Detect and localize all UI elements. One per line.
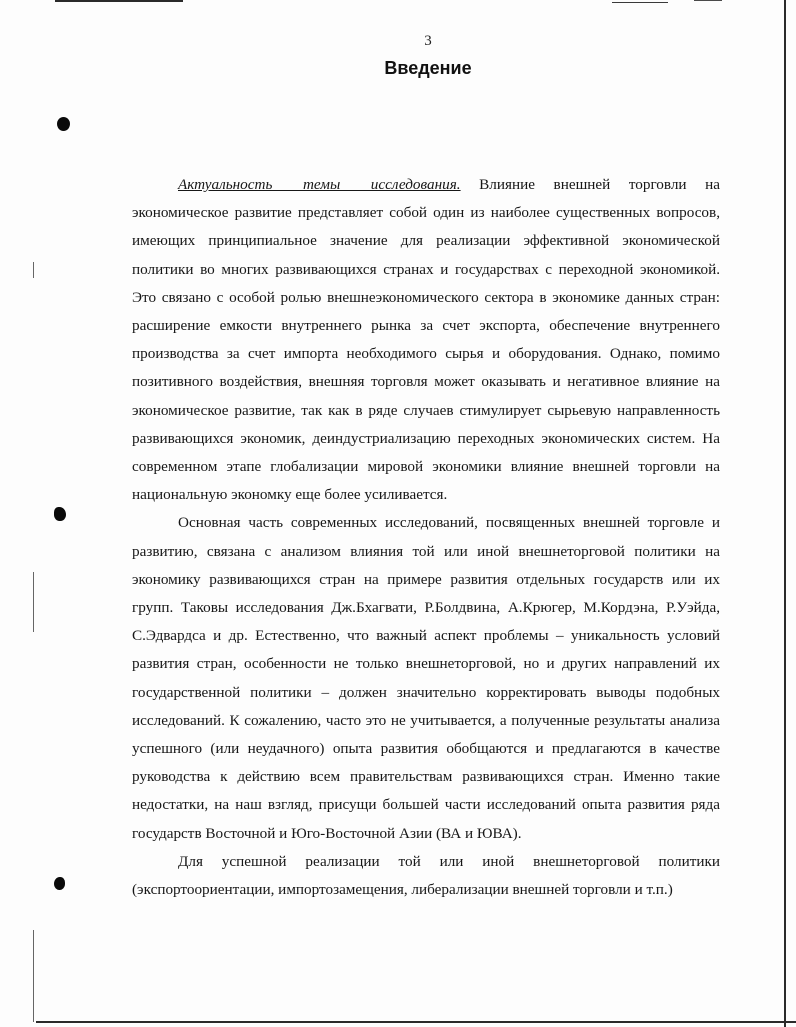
paragraph	[132, 171, 720, 509]
scan-edge-mark	[33, 262, 34, 278]
scan-edge-mark	[694, 0, 722, 1]
body-text	[132, 171, 720, 904]
scan-edge-mark	[612, 2, 668, 3]
paragraph-text: Влияние внешней торговли на экономическое развитие представляет собой один из наиболее существенных вопросов, имеющих принципиальное значение для реализации эффективной экономической политики во многих развивающихся странах и государствах с переходной экономикой. Это связано с особой ролью внешнеэкономического сектора в экономике данных стран: расширение емкости внутреннего рынка за счет экспорта, обеспечение внутреннего производства за счет импорта необходимого сырья и оборудования. Однако, помимо позитивного воздействия, внешняя торговля может оказывать и негативное влияние на экономическое развитие, так как в ряде случаев стимулирует сырьевую направленность развивающихся экономик, деиндустриализацию переходных экономических систем. На современном этапе глобализации мировой экономики влияние внешней торговли на национальную экономку еще более усиливается.	[132, 176, 720, 504]
scan-page-edge	[784, 0, 786, 1027]
scan-edge-mark	[33, 930, 34, 1022]
scan-edge-mark	[55, 0, 183, 2]
paragraph	[132, 848, 720, 904]
paragraph	[132, 509, 720, 847]
scan-page-edge	[36, 1021, 796, 1023]
binder-hole-mark	[54, 507, 66, 521]
paragraph-text: Для успешной реализации той или иной внешнеторговой политики (экспортоориентации, импортозамещения, либерализации внешней торговли и т.п.)	[132, 852, 720, 899]
page-title: Введение	[384, 58, 472, 78]
paragraph-lead-title: Актуальность темы исследования.	[178, 176, 461, 193]
paragraph-text: Основная часть современных исследований, посвященных внешней торговле и развитию, связана с анализом влияния той или иной внешнеторговой политики на экономику развивающихся стран на примере развития отдельных государств или их групп. Таковы исследования Дж.Бхагвати, Р.Болдвина, А.Крюгер, М.Кордэна, Р.Уэйда, С.Эдвардса и др. Естественно, что важный аспект проблемы – уникальность условий развития стран, особенности не только внешнеторговой, но и других направлений их государственной политики – должен значительно корректировать выводы подобных исследований. К сожалению, часто это не учитывается, а полученные результаты анализа успешного (или неудачного) опыта развития обобщаются и предлагаются в качестве руководства к действию всем правительствам развивающихся стран. Именно такие недостатки, на наш взгляд, присущи большей части исследований опыта развития ряда государств Восточной и Юго-Восточной Азии (ВА и ЮВА).	[132, 514, 720, 842]
binder-hole-mark	[54, 877, 65, 890]
page-number: 3	[424, 33, 432, 49]
binder-hole-mark	[57, 117, 70, 131]
scan-edge-mark	[33, 572, 34, 632]
